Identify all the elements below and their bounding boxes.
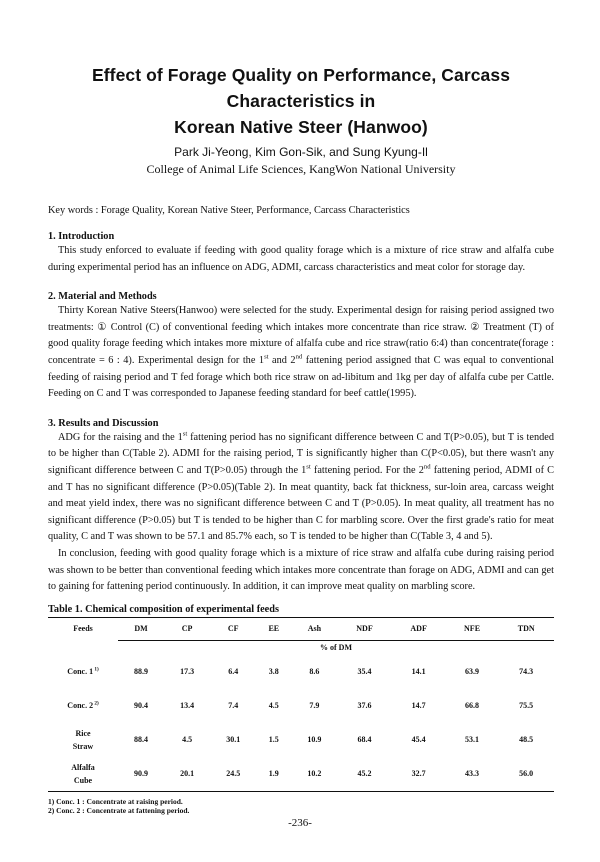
table-cell: 6.4 <box>228 667 239 677</box>
table-cell: 10.9 <box>307 735 322 745</box>
table-cell: 45.2 <box>337 757 391 792</box>
row-label: Alfalfa Cube <box>48 757 118 792</box>
table-cell: 10.2 <box>291 757 337 792</box>
table-cell: 8.6 <box>309 667 320 677</box>
table-cell: 13.4 <box>180 701 195 711</box>
unit-label: % of DM <box>118 640 554 655</box>
table-cell: 20.1 <box>164 757 210 792</box>
keywords: Key words : Forage Quality, Korean Native Steer, Performance, Carcass Characteristics <box>48 205 410 216</box>
table-cell: 43.3 <box>446 757 499 792</box>
table-cell: 30.1 <box>226 735 241 745</box>
methods-paragraph: Thirty Korean Native Steers(Hanwoo) were selected for the study. Experimental design for raising period assigned two treatments: ① Control (C) of conventional feeding which intakes more concentrate than rice straw. ② Treatment (T) of good quality forage feeding which intakes more mixture of alfalfa cube and rice straw(ratio 6:4) than concentrate(forage : concentrate = 6 : 4). Experimental design for the 1st and 2nd fattening period assigned that C was equal to conventional feeding of raising period and T fed forage which both rice straw on ad-libitum and 1kg per day of alfalfa cube per Cattle. Feeding on C and T was corresponded to Japanese feeding standard for beef cattle(1995). <box>48 305 554 400</box>
table-cell: 90.4 <box>134 701 149 711</box>
paper-page <box>48 62 554 815</box>
title-line-1: Effect of Forage Quality on Performance, Carcass Characteristics in <box>91 65 511 111</box>
col-header: TDN <box>498 617 554 640</box>
unit-row <box>48 640 554 655</box>
table-cell: 14.7 <box>411 701 426 711</box>
table-cell: 56.0 <box>498 757 554 792</box>
title-line-2: Korean Native Steer (Hanwoo) <box>174 117 428 137</box>
table-cell: 17.3 <box>180 667 195 677</box>
table-header-row <box>48 617 554 640</box>
col-header: Ash <box>291 617 337 640</box>
page-number: -236- <box>288 817 312 829</box>
col-header: Feeds <box>48 617 118 640</box>
section-heading-results: 3. Results and Discussion <box>48 417 159 429</box>
table-row <box>48 723 554 757</box>
footnote: 1) Conc. 1 : Concentrate at raising period. <box>48 796 183 806</box>
table-cell: 88.9 <box>134 667 149 677</box>
col-header: NDF <box>337 617 391 640</box>
section-heading-methods: 2. Material and Methods <box>48 291 157 303</box>
paper-title <box>48 62 554 140</box>
table-cell: 63.9 <box>465 667 480 677</box>
table-caption: Table 1. Chemical composition of experimental feeds <box>48 603 279 615</box>
table-cell: 37.6 <box>357 701 372 711</box>
col-header: DM <box>118 617 164 640</box>
table-cell: 14.1 <box>411 667 426 677</box>
section-heading-introduction: 1. Introduction <box>48 231 115 242</box>
table-cell: 3.8 <box>268 667 279 677</box>
table-cell: 1.9 <box>256 757 291 792</box>
table-row <box>48 757 554 792</box>
affiliation: College of Animal Life Sciences, KangWon National University <box>146 162 456 176</box>
table-cell: 66.8 <box>465 701 480 711</box>
results-paragraph: ADG for the raising and the 1st fattening period has no significant difference between C and T(P>0.05), but T is tended to be higher than C(Table 2). ADMI for the raising period, T is significantly higher than C(P<0.05), but there wasn't any significant difference between C and T(P>0.05) through the 1st fattening period. For the 2nd fattening period, ADMI of C and T has no significant difference (P>0.05)(Table 2). In meat quantity, back fat thickness, sur-loin area, carcass weight and meat yield index, there was no significant difference between C and T (P>0.05). In meat quality, all treatment has no significant difference (P>0.05) but T is tended to be higher than C for marbling score. Over the first grade's ratio for meat quality, C and T was shown to be 57.1 and 85.7% each, so T is tended to be higher than C(Table 3, 4 and 5). <box>48 430 554 543</box>
table-cell: 68.4 <box>357 735 372 745</box>
col-header: CP <box>164 617 210 640</box>
table-cell: 4.5 <box>268 701 279 711</box>
table-row <box>48 689 554 723</box>
composition-table <box>48 617 554 792</box>
table-cell: 75.5 <box>519 701 534 711</box>
row-label: Rice Straw <box>72 728 94 751</box>
col-header: EE <box>256 617 291 640</box>
table-cell: 1.5 <box>268 735 279 745</box>
table-cell: 90.9 <box>118 757 164 792</box>
table-cell: 35.4 <box>357 667 372 677</box>
table-cell: 32.7 <box>392 757 446 792</box>
introduction-paragraph: This study enforced to evaluate if feeding with good quality forage which is a mixture of rice straw and alfalfa cube during experimental period has an influence on ADG, ADMI, carcass characteristics and meat color for storage day. <box>48 245 554 273</box>
author-list: Park Ji-Yeong, Kim Gon-Sik, and Sung Kyung-Il <box>174 145 428 159</box>
row-label: Conc. 2 $^{2)}$ <box>67 700 99 711</box>
table-cell: 53.1 <box>465 735 480 745</box>
table-cell: 48.5 <box>519 735 534 745</box>
conclusion-paragraph: In conclusion, feeding with good quality forage which is a mixture of rice straw and alfalfa cube during raising period was shown to be better than conventional feeding which intakes more concentrate than forage on ADG, ADMI and can get to gaining for fattening period continuously. In addition, it can improve meat quality on marbling score. <box>48 547 554 593</box>
col-header: ADF <box>392 617 446 640</box>
table-cell: 7.4 <box>228 701 239 711</box>
table-cell: 74.3 <box>519 667 534 677</box>
row-label: Conc. 1 $^{1)}$ <box>67 666 99 677</box>
table-body <box>48 655 554 792</box>
table-footnotes <box>48 797 554 815</box>
table-cell: 24.5 <box>210 757 256 792</box>
col-header: CF <box>210 617 256 640</box>
table-cell: 45.4 <box>411 735 426 745</box>
table-row <box>48 655 554 689</box>
table-cell: 88.4 <box>134 735 149 745</box>
col-header: NFE <box>446 617 499 640</box>
table-cell: 4.5 <box>182 735 193 745</box>
footnote: 2) Conc. 2 : Concentrate at fattening period. <box>48 805 190 815</box>
table-cell: 7.9 <box>309 701 320 711</box>
